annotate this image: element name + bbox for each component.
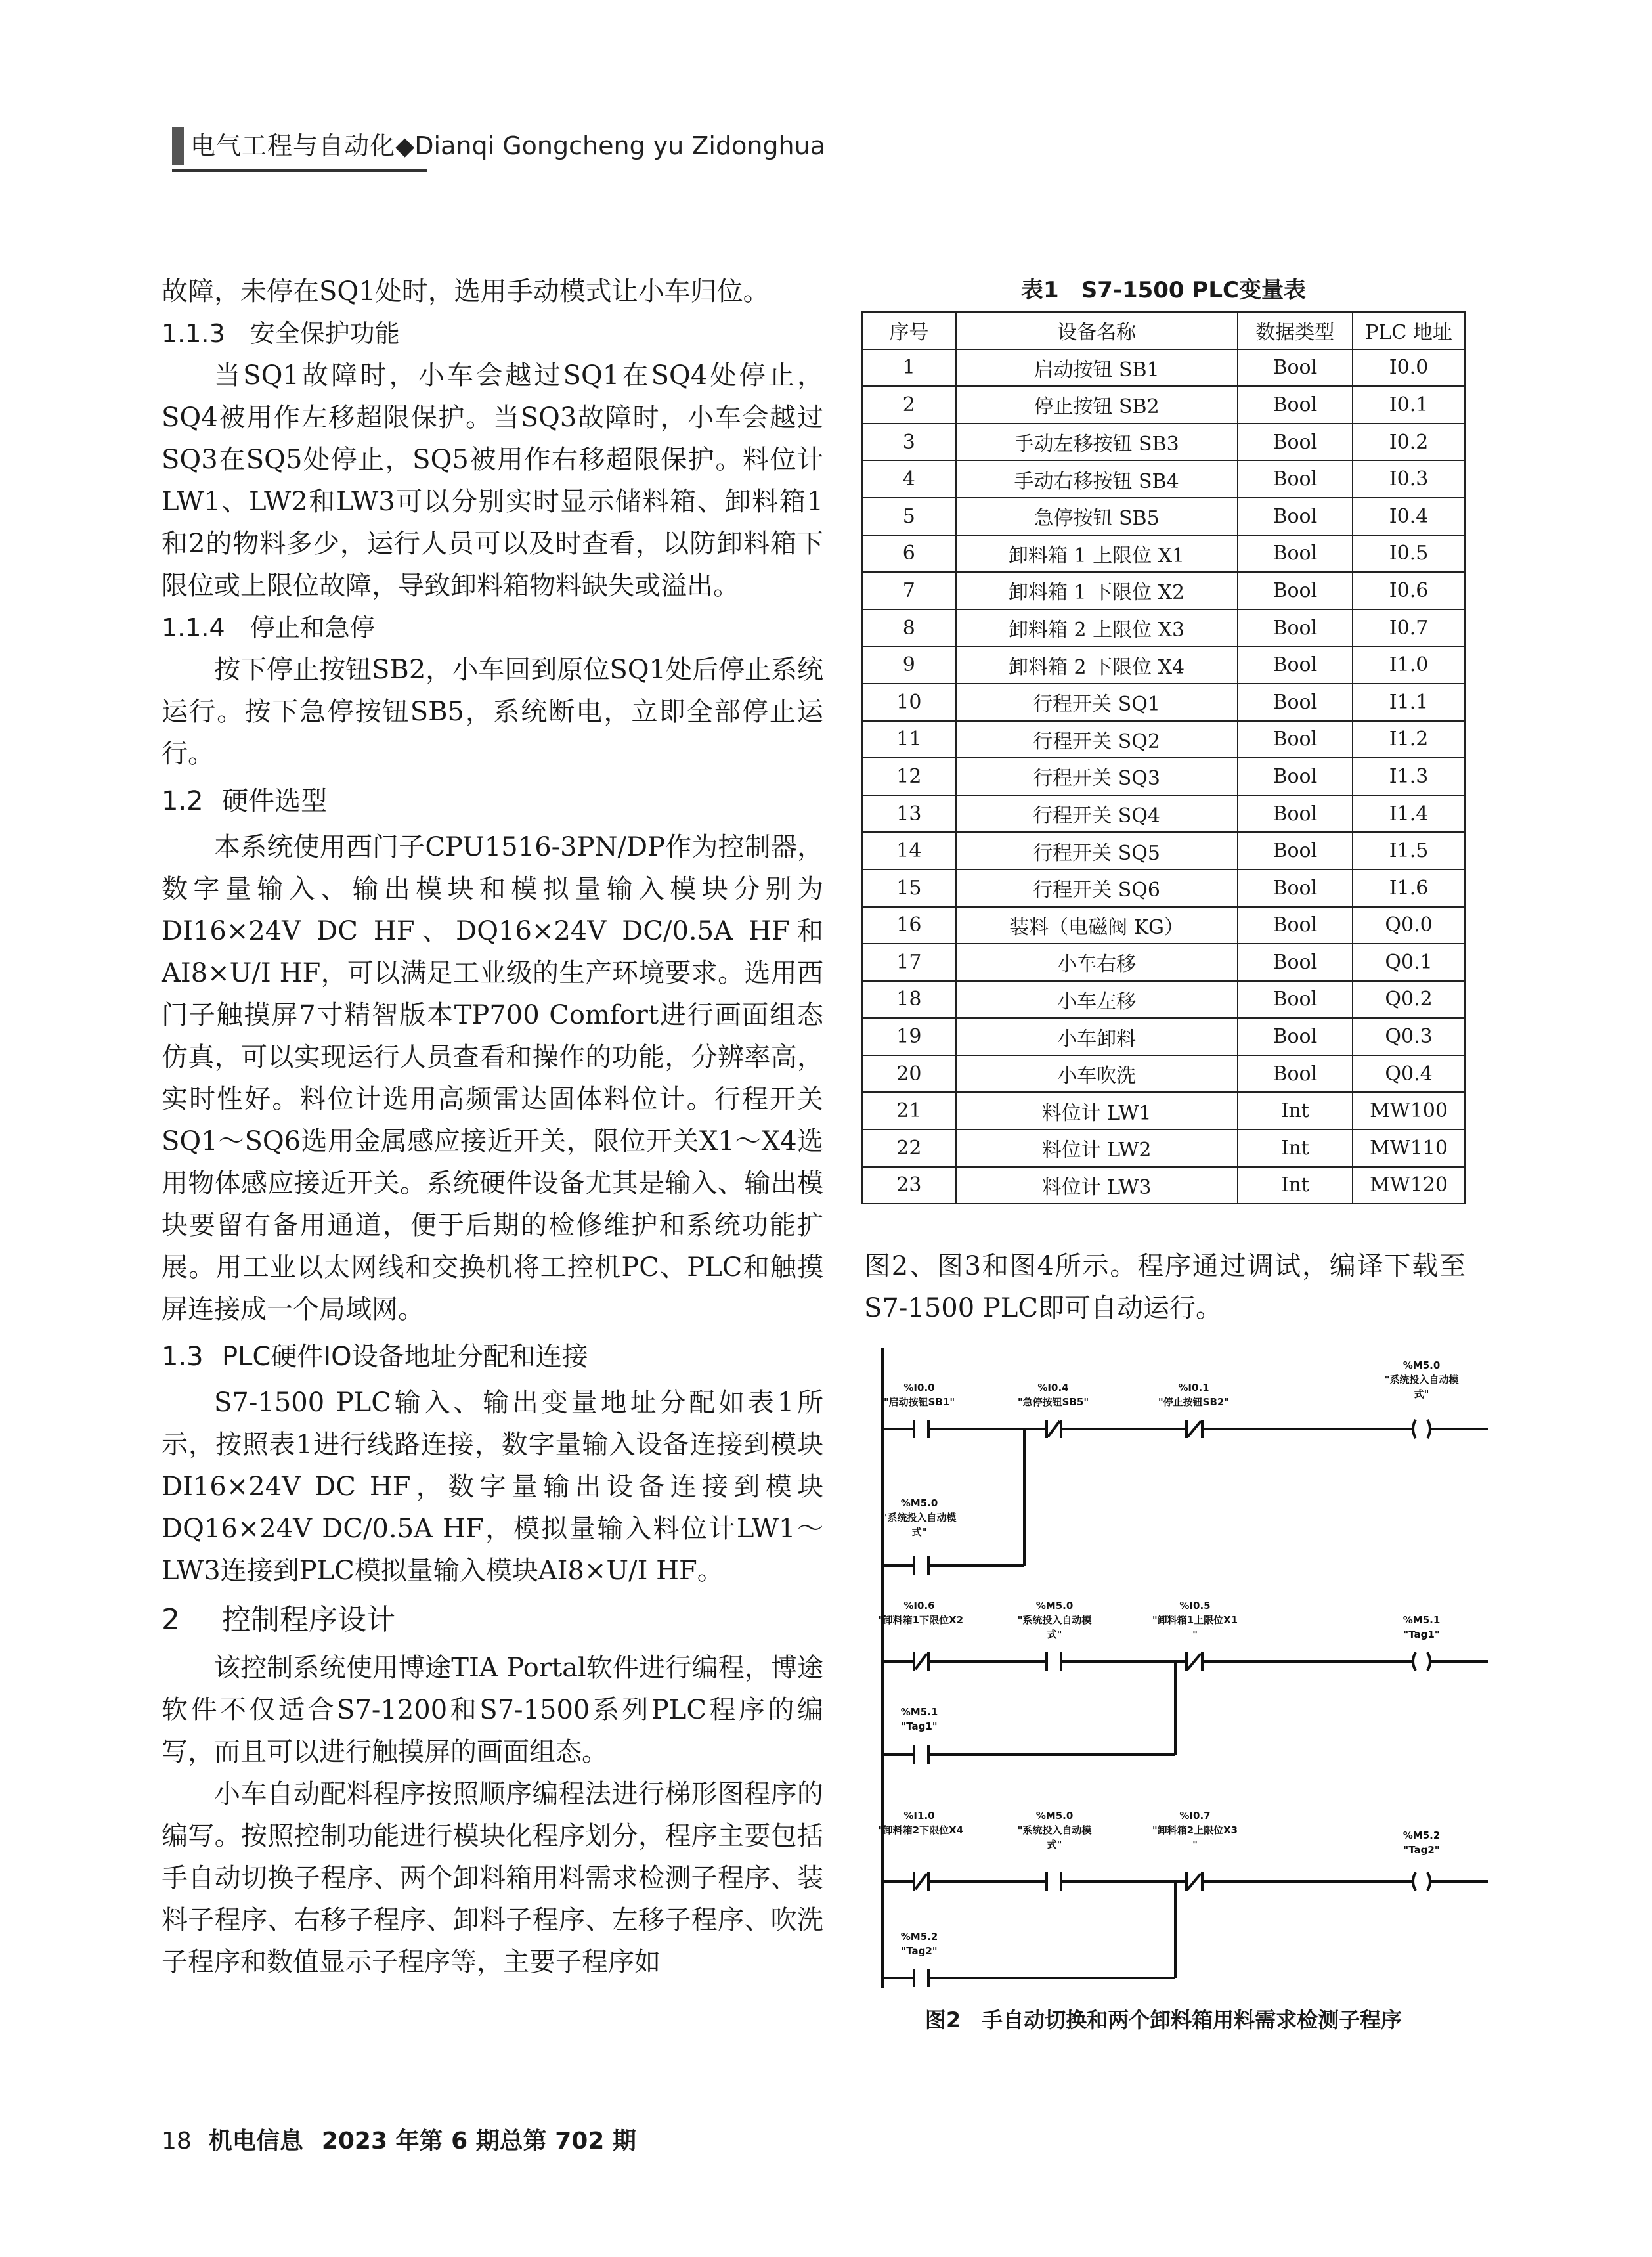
coil-symbol bbox=[1413, 1420, 1416, 1438]
paragraph: S7-1500 PLC输入、输出变量地址分配如表1所示，按照表1进行线路连接，数字量输入设备连接到模块DI16×24V DC HF，数字量输出设备连接到模块DQ16×24V DC/0.5A HF，模拟量输入料位计LW1～LW3连接到PLC模拟量输入模块AI8×U/I HF。 bbox=[162, 1388, 823, 1586]
paragraph: 小车自动配料程序按照顺序编程法进行梯形图程序的编写。按照控制功能进行模块化程序划分，程序主要包括手自动切换子程序、两个卸料箱用料需求检测子程序、装料子程序、右移子程序、卸料子程序、左移子程序、吹洗子程序和数值显示子程序等，主要子程序如 bbox=[162, 1779, 823, 1977]
header-diamond: ◆ bbox=[395, 131, 415, 160]
table-cell: 料位计 LW3 bbox=[956, 1167, 1238, 1204]
table-row bbox=[862, 1167, 1465, 1204]
table-cell: MW110 bbox=[1353, 1129, 1465, 1167]
table-cell: 21 bbox=[862, 1092, 956, 1129]
paragraph: 按下停止按钮SB2，小车回到原位SQ1处后停止系统运行。按下急停按钮SB5，系统断电，立即全部停止运行。 bbox=[162, 655, 823, 769]
table-cell: 20 bbox=[862, 1055, 956, 1093]
ladder-address: %M5.0 bbox=[900, 1497, 938, 1509]
table-cell: Bool bbox=[1238, 349, 1353, 387]
ladder-tag-name: "Tag2" bbox=[1403, 1844, 1440, 1856]
ladder-address: %M5.1 bbox=[900, 1706, 938, 1718]
table-cell: 1 bbox=[862, 349, 956, 387]
table-cell: I1.2 bbox=[1353, 721, 1465, 758]
table-row bbox=[862, 1018, 1465, 1055]
ladder-tag-name: "Tag1" bbox=[1403, 1629, 1440, 1640]
table-cell: Bool bbox=[1238, 721, 1353, 758]
table-cell: 17 bbox=[862, 944, 956, 981]
table-row bbox=[862, 1092, 1465, 1129]
table-cell: I0.3 bbox=[1353, 460, 1465, 498]
table-cell: Bool bbox=[1238, 424, 1353, 461]
table-cell: Bool bbox=[1238, 981, 1353, 1019]
table-cell: I0.4 bbox=[1353, 498, 1465, 535]
subsection-heading: 1.1.3 安全保护功能 bbox=[162, 319, 400, 348]
table-cell: 小车左移 bbox=[956, 981, 1238, 1019]
ladder-address: %I0.7 bbox=[1179, 1810, 1211, 1822]
table-cell: Bool bbox=[1238, 684, 1353, 721]
paragraph: 该控制系统使用博途TIA Portal软件进行编程，博途软件不仅适合S7-1200和S7-1500系列PLC程序的编写，而且可以进行触摸屏的画面组态。 bbox=[162, 1653, 823, 1767]
ladder-tag-name: "系统投入自动模 bbox=[1017, 1614, 1092, 1626]
table-cell: 7 bbox=[862, 572, 956, 609]
issue-info: 2023 年第 6 期总第 702 期 bbox=[321, 2128, 636, 2155]
ladder-tag-name: "卸料箱2下限位X4 bbox=[877, 1824, 964, 1836]
table-cell: 卸料箱 2 下限位 X4 bbox=[956, 646, 1238, 684]
table-cell: 18 bbox=[862, 981, 956, 1019]
table-cell: 23 bbox=[862, 1167, 956, 1204]
table-cell: I0.6 bbox=[1353, 572, 1465, 609]
table-cell: 装料（电磁阀 KG） bbox=[956, 907, 1238, 944]
table-cell: 6 bbox=[862, 535, 956, 573]
ladder-tag-name: "Tag2" bbox=[901, 1945, 938, 1957]
ladder-address: %M5.2 bbox=[900, 1931, 938, 1942]
ladder-diagram bbox=[873, 1341, 1504, 2002]
ladder-tag-name: 式" bbox=[1047, 1839, 1062, 1851]
table-cell: I0.2 bbox=[1353, 424, 1465, 461]
paragraph: 故障，未停在SQ1处时，选用手动模式让小车归位。 bbox=[162, 276, 770, 307]
table-cell: I1.3 bbox=[1353, 758, 1465, 795]
ladder-address: %M5.2 bbox=[1402, 1830, 1441, 1841]
table-cell: 16 bbox=[862, 907, 956, 944]
section-heading bbox=[162, 1598, 823, 1642]
table-cell: 8 bbox=[862, 609, 956, 647]
table-cell: 小车右移 bbox=[956, 944, 1238, 981]
ladder-tag-name: 式" bbox=[1414, 1388, 1429, 1400]
table-cell: Bool bbox=[1238, 907, 1353, 944]
variable-table bbox=[861, 311, 1466, 1204]
header-bar bbox=[172, 127, 184, 165]
ladder-address: %I0.6 bbox=[903, 1600, 935, 1611]
ladder-address: %M5.0 bbox=[1035, 1600, 1074, 1611]
ladder-tag-name: "卸料箱1下限位X2 bbox=[877, 1614, 964, 1626]
ladder-tag-name: "停止按钮SB2" bbox=[1158, 1396, 1230, 1408]
table-cell: Int bbox=[1238, 1092, 1353, 1129]
table-cell: 行程开关 SQ6 bbox=[956, 869, 1238, 907]
table-cell: Bool bbox=[1238, 869, 1353, 907]
table-cell: Bool bbox=[1238, 609, 1353, 647]
ladder-address: %I0.4 bbox=[1037, 1382, 1069, 1393]
table-row bbox=[862, 535, 1465, 573]
table-cell: I0.5 bbox=[1353, 535, 1465, 573]
ladder-tag-name: " bbox=[1192, 1839, 1198, 1851]
table-cell: 卸料箱 2 上限位 X3 bbox=[956, 609, 1238, 647]
table-row bbox=[862, 944, 1465, 981]
table-cell: Bool bbox=[1238, 386, 1353, 424]
table-cell: I0.7 bbox=[1353, 609, 1465, 647]
table-cell: Bool bbox=[1238, 832, 1353, 869]
section-number: 1.2 bbox=[162, 786, 204, 816]
table-cell: 手动右移按钮 SB4 bbox=[956, 460, 1238, 498]
table-cell: 2 bbox=[862, 386, 956, 424]
table-header-cell: 序号 bbox=[862, 312, 956, 349]
paragraph: 当SQ1故障时，小车会越过SQ1在SQ4处停止，SQ4被用作左移超限保护。当SQ3故障时，小车会越过SQ3在SQ5处停止，SQ5被用作右移超限保护。料位计LW1、LW2和LW3可以分别实时显示储料箱、卸料箱1和2的物料多少，运行人员可以及时查看，以防卸料箱下限位或上限位故障，导致卸料箱物料缺失或溢出。 bbox=[162, 361, 823, 601]
header-section-zh: 电气工程与自动化 bbox=[190, 131, 396, 160]
table-cell: 手动左移按钮 SB3 bbox=[956, 424, 1238, 461]
ladder-address: %I0.5 bbox=[1179, 1600, 1211, 1611]
table-row bbox=[862, 684, 1465, 721]
table-cell: 13 bbox=[862, 795, 956, 833]
ladder-tag-name: "急停按钮SB5" bbox=[1017, 1396, 1089, 1408]
paragraph: 图2、图3和图4所示。程序通过调试，编译下载至S7-1500 PLC即可自动运行。 bbox=[864, 1251, 1466, 1323]
table-cell: 15 bbox=[862, 869, 956, 907]
table-cell: I0.0 bbox=[1353, 349, 1465, 387]
table-cell: Q0.3 bbox=[1353, 1018, 1465, 1055]
ladder-tag-name: "系统投入自动模 bbox=[1017, 1824, 1092, 1836]
table-cell: 11 bbox=[862, 721, 956, 758]
table-header-row bbox=[862, 312, 1465, 349]
table-cell: 4 bbox=[862, 460, 956, 498]
table-row bbox=[862, 832, 1465, 869]
table-cell: 5 bbox=[862, 498, 956, 535]
table-cell: 14 bbox=[862, 832, 956, 869]
table-cell: 料位计 LW2 bbox=[956, 1129, 1238, 1167]
ladder-address: %M5.1 bbox=[1402, 1614, 1441, 1626]
table-row bbox=[862, 869, 1465, 907]
table-cell: I1.4 bbox=[1353, 795, 1465, 833]
table-cell: I1.0 bbox=[1353, 646, 1465, 684]
table-cell: Q0.1 bbox=[1353, 944, 1465, 981]
table-row bbox=[862, 646, 1465, 684]
ladder-tag-name: "系统投入自动模 bbox=[882, 1512, 957, 1523]
table-cell: 10 bbox=[862, 684, 956, 721]
section-title: 控制程序设计 bbox=[222, 1603, 395, 1636]
table-cell: Bool bbox=[1238, 944, 1353, 981]
section-heading bbox=[162, 781, 823, 821]
running-header bbox=[190, 129, 825, 163]
table-caption: 表1 S7-1500 PLC变量表 bbox=[1021, 277, 1306, 303]
section-number: 1.3 bbox=[162, 1342, 204, 1372]
table-cell: I1.6 bbox=[1353, 869, 1465, 907]
table-row bbox=[862, 424, 1465, 461]
ladder-address: %I1.0 bbox=[903, 1810, 935, 1822]
table-cell: 小车吹洗 bbox=[956, 1055, 1238, 1093]
table-row bbox=[862, 460, 1465, 498]
table-cell: Q0.0 bbox=[1353, 907, 1465, 944]
table-cell: 启动按钮 SB1 bbox=[956, 349, 1238, 387]
table-header-cell: 数据类型 bbox=[1238, 312, 1353, 349]
table-cell: 急停按钮 SB5 bbox=[956, 498, 1238, 535]
ladder-tag-name: "系统投入自动模 bbox=[1384, 1374, 1459, 1386]
table-cell: Bool bbox=[1238, 535, 1353, 573]
table-cell: 行程开关 SQ2 bbox=[956, 721, 1238, 758]
table-cell: Bool bbox=[1238, 460, 1353, 498]
section-title: PLC硬件IO设备地址分配和连接 bbox=[222, 1342, 588, 1372]
table-cell: 料位计 LW1 bbox=[956, 1092, 1238, 1129]
ladder-tag-name: " bbox=[1192, 1629, 1198, 1640]
table-cell: 22 bbox=[862, 1129, 956, 1167]
table-row bbox=[862, 721, 1465, 758]
table-cell: I0.1 bbox=[1353, 386, 1465, 424]
table-header-cell: PLC 地址 bbox=[1353, 312, 1465, 349]
ladder-address: %I0.1 bbox=[1178, 1382, 1209, 1393]
table-cell: 9 bbox=[862, 646, 956, 684]
table-cell: Q0.2 bbox=[1353, 981, 1465, 1019]
table-row bbox=[862, 498, 1465, 535]
table-cell: 行程开关 SQ5 bbox=[956, 832, 1238, 869]
table-cell: Bool bbox=[1238, 758, 1353, 795]
table-cell: I1.5 bbox=[1353, 832, 1465, 869]
table-cell: 行程开关 SQ4 bbox=[956, 795, 1238, 833]
figure-caption: 图2 手自动切换和两个卸料箱用料需求检测子程序 bbox=[924, 2007, 1402, 2032]
ladder-tag-name: "启动按钮SB1" bbox=[883, 1396, 955, 1408]
table-cell: 停止按钮 SB2 bbox=[956, 386, 1238, 424]
table-cell: 行程开关 SQ3 bbox=[956, 758, 1238, 795]
header-section-pinyin: Dianqi Gongcheng yu Zidonghua bbox=[414, 131, 826, 160]
table-row bbox=[862, 1055, 1465, 1093]
table-cell: Bool bbox=[1238, 1055, 1353, 1093]
table-row bbox=[862, 609, 1465, 647]
table-cell: 行程开关 SQ1 bbox=[956, 684, 1238, 721]
header-rule bbox=[172, 169, 427, 172]
table-cell: 12 bbox=[862, 758, 956, 795]
ladder-tag-name: 式" bbox=[911, 1526, 927, 1538]
table-row bbox=[862, 1129, 1465, 1167]
ladder-address: %M5.0 bbox=[1035, 1810, 1074, 1822]
left-column bbox=[162, 271, 823, 1983]
page-number: 18 bbox=[162, 2128, 192, 2155]
table-row bbox=[862, 907, 1465, 944]
paragraph: 本系统使用西门子CPU1516-3PN/DP作为控制器，数字量输入、输出模块和模拟量输入模块分别为DI16×24V DC HF、DQ16×24V DC/0.5A HF和AI8×U/I HF，可以满足工业级的生产环境要求。选用西门子触摸屏7寸精智版本TP700 Comfort进行画面组态仿真，可以实现运行人员查看和操作的功能，分辨率高，实时性好。料位计选用高频雷达固体料位计。行程开关SQ1～SQ6选用金属感应接近开关，限位开关X1～X4选用物体感应接近开关。系统硬件设备尤其是输入、输出模块要留有备用通道，便于后期的检修维护和系统功能扩展。用工业以太网线和交换机将工控机PC、PLC和触摸屏连接成一个局域网。 bbox=[162, 832, 823, 1325]
ladder-tag-name: 式" bbox=[1047, 1629, 1062, 1640]
table-cell: MW100 bbox=[1353, 1092, 1465, 1129]
table-cell: Q0.4 bbox=[1353, 1055, 1465, 1093]
section-title: 硬件选型 bbox=[222, 786, 327, 816]
table-cell: Bool bbox=[1238, 1018, 1353, 1055]
table-cell: 卸料箱 1 下限位 X2 bbox=[956, 572, 1238, 609]
table-cell: 小车卸料 bbox=[956, 1018, 1238, 1055]
table-cell: MW120 bbox=[1353, 1167, 1465, 1204]
table-cell: Bool bbox=[1238, 498, 1353, 535]
subsection-heading: 1.1.4 停止和急停 bbox=[162, 613, 375, 642]
ladder-tag-name: "卸料箱1上限位X1 bbox=[1152, 1614, 1238, 1626]
ladder-address: %M5.0 bbox=[1402, 1359, 1441, 1371]
table-cell: Int bbox=[1238, 1167, 1353, 1204]
table-cell: 卸料箱 1 上限位 X1 bbox=[956, 535, 1238, 573]
table-header-cell: 设备名称 bbox=[956, 312, 1238, 349]
table-row bbox=[862, 349, 1465, 387]
ladder-tag-name: "Tag1" bbox=[901, 1720, 938, 1732]
page-footer bbox=[162, 2122, 636, 2156]
table-cell: 19 bbox=[862, 1018, 956, 1055]
section-heading bbox=[162, 1337, 823, 1376]
table-cell: Int bbox=[1238, 1129, 1353, 1167]
coil-symbol bbox=[1413, 1872, 1416, 1891]
table-row bbox=[862, 386, 1465, 424]
table-row bbox=[862, 981, 1465, 1019]
table-row bbox=[862, 572, 1465, 609]
right-column-text bbox=[864, 1245, 1466, 1329]
ladder-address: %I0.0 bbox=[903, 1382, 935, 1393]
table-row bbox=[862, 758, 1465, 795]
journal-name: 机电信息 bbox=[208, 2128, 303, 2155]
table-cell: Bool bbox=[1238, 572, 1353, 609]
table-cell: Bool bbox=[1238, 646, 1353, 684]
section-number: 2 bbox=[162, 1603, 180, 1636]
coil-symbol bbox=[1413, 1652, 1416, 1671]
table-cell: 3 bbox=[862, 424, 956, 461]
table-cell: I1.1 bbox=[1353, 684, 1465, 721]
ladder-tag-name: "卸料箱2上限位X3 bbox=[1152, 1824, 1238, 1836]
table-cell: Bool bbox=[1238, 795, 1353, 833]
table-row bbox=[862, 795, 1465, 833]
